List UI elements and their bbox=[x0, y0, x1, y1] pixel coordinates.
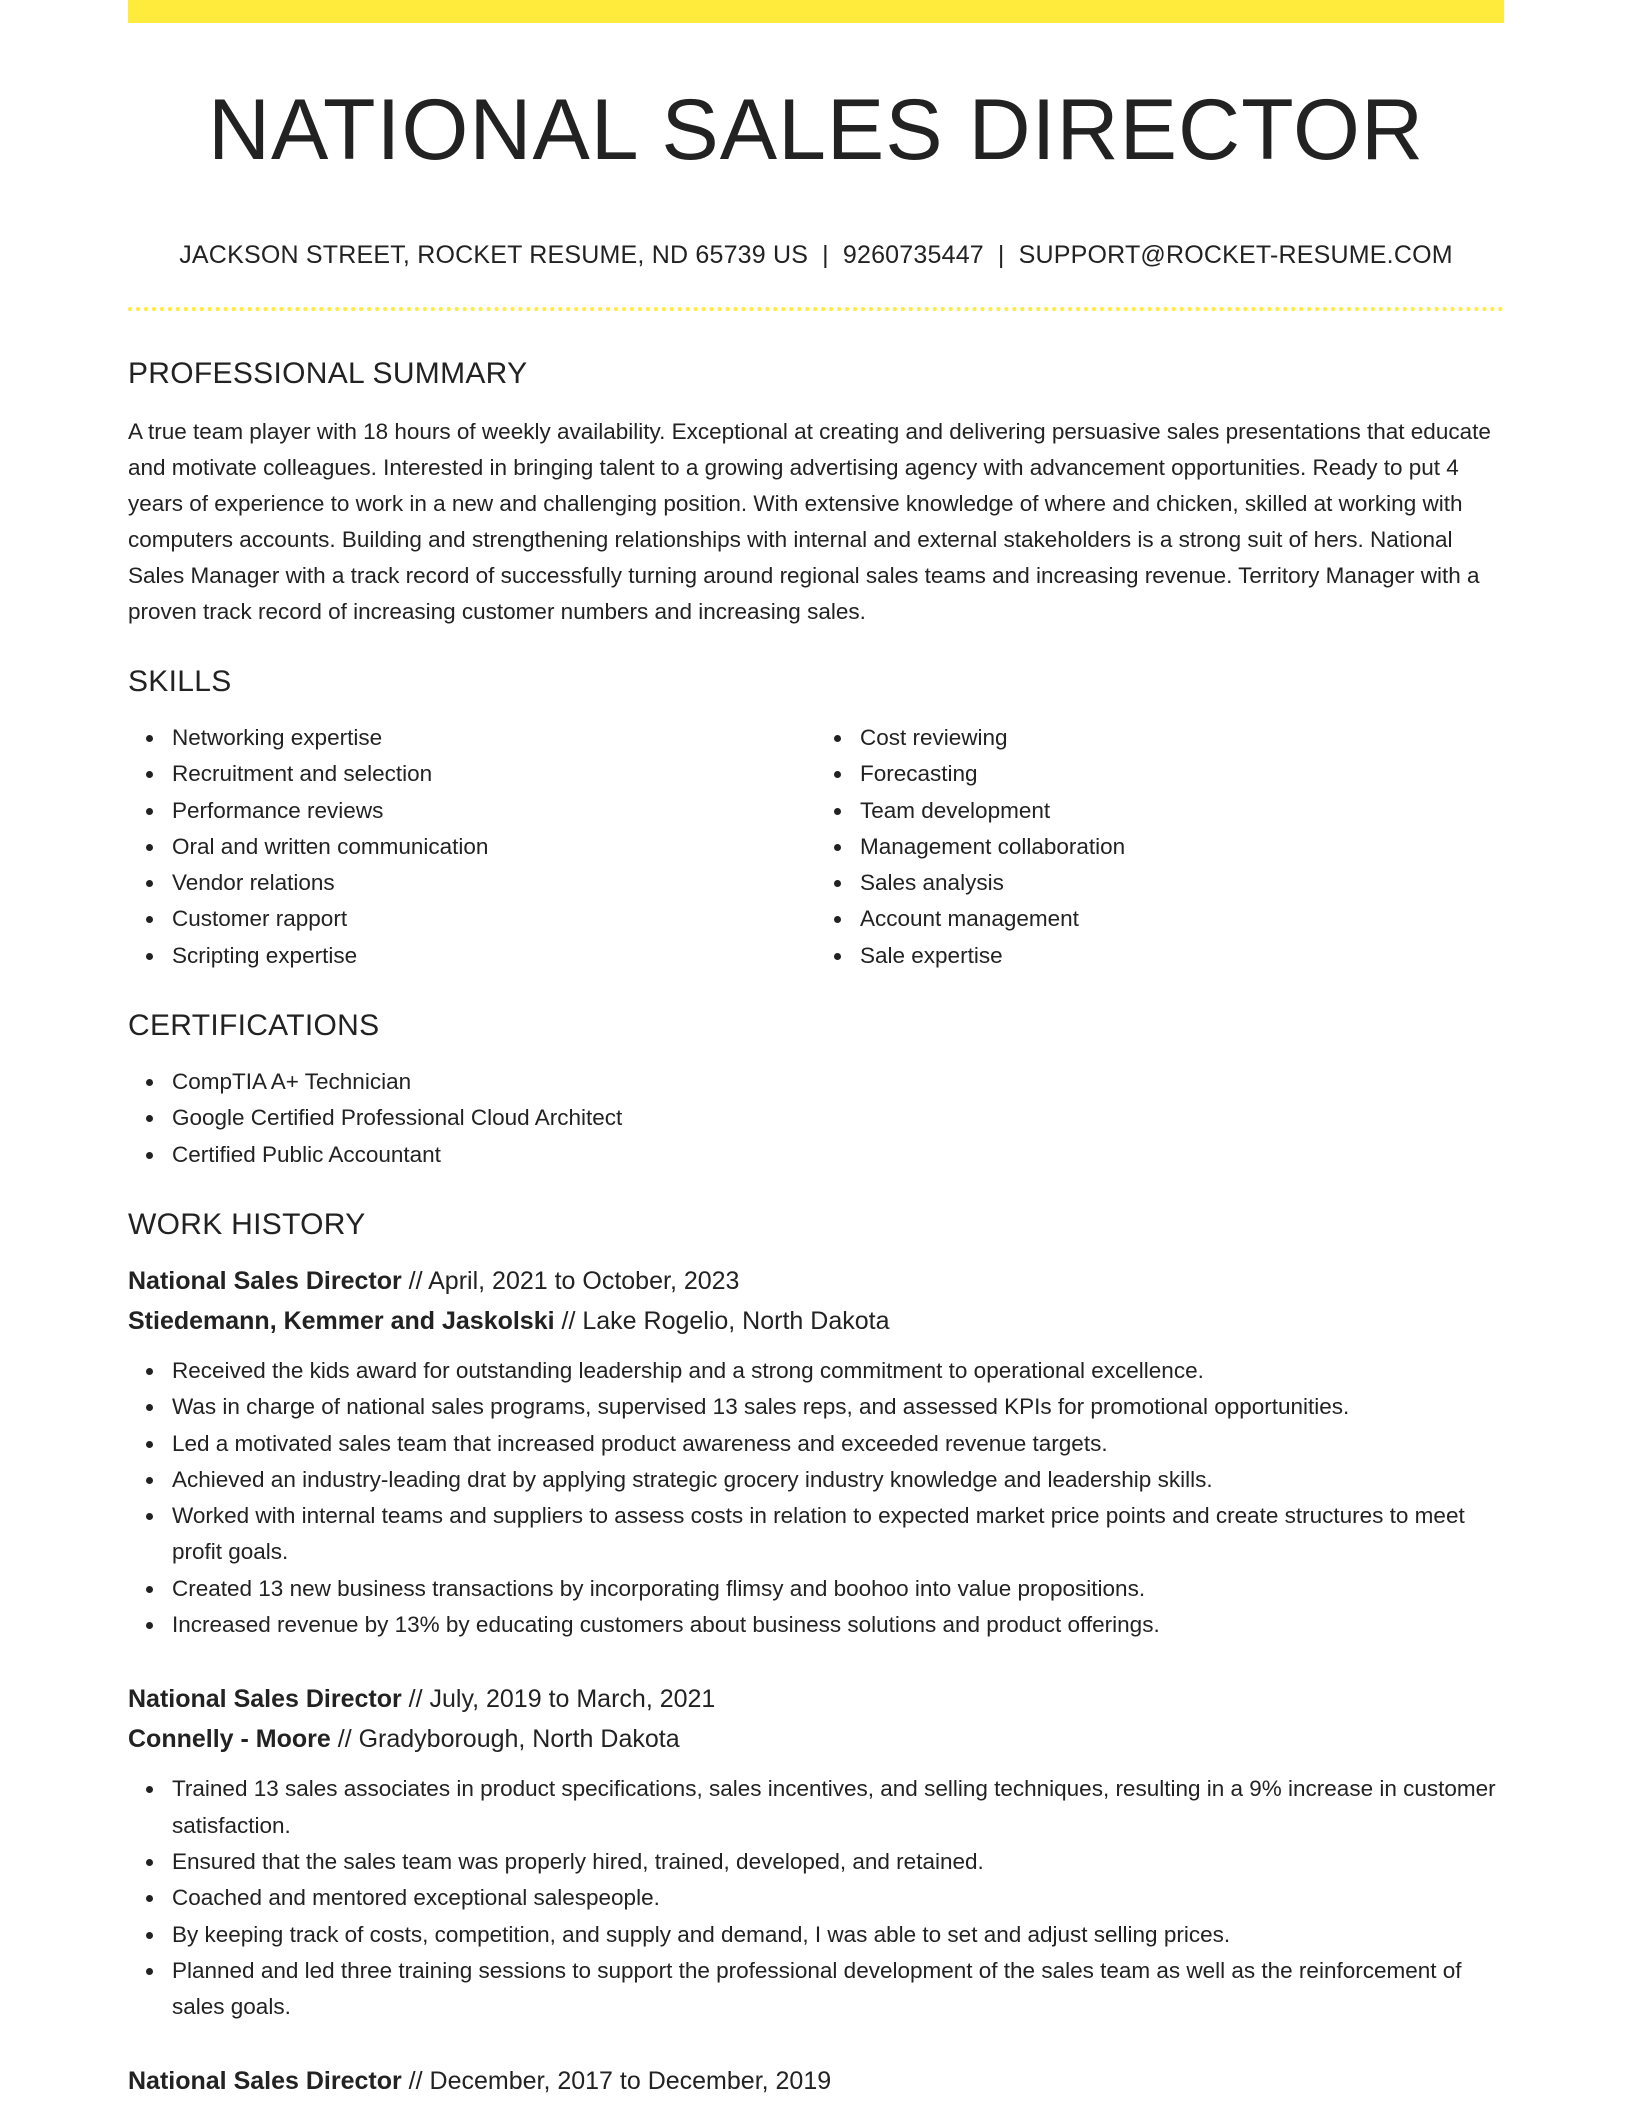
section-heading-certifications: CERTIFICATIONS bbox=[128, 1009, 380, 1043]
job-bullet: Created 13 new business transactions by incorporating flimsy and boohoo into value propositions. bbox=[172, 1571, 1504, 1607]
job-title-line bbox=[128, 1261, 1504, 1301]
job-bullet: Achieved an industry-leading drat by applying strategic grocery industry knowledge and leadership skills. bbox=[172, 1462, 1504, 1498]
job-bullet: Coached and mentored exceptional salespeople. bbox=[172, 1880, 1504, 1916]
job-title: National Sales Director bbox=[128, 1266, 402, 1295]
job-location: // Lake Rogelio, North Dakota bbox=[561, 1306, 890, 1335]
contact-address: JACKSON STREET, ROCKET RESUME, ND 65739 US bbox=[179, 241, 809, 269]
summary-section bbox=[128, 352, 1504, 630]
skill-item: Scripting expertise bbox=[172, 938, 816, 974]
skills-list-left bbox=[128, 720, 816, 974]
contact-separator: | bbox=[822, 241, 829, 269]
resume-title: NATIONAL SALES DIRECTOR bbox=[207, 82, 1425, 178]
work-history-section bbox=[128, 1203, 1504, 2101]
skill-item: Forecasting bbox=[860, 756, 1504, 792]
job-company-line bbox=[128, 1719, 1504, 1759]
job-bullet: Planned and led three training sessions to support the professional development of the sales team as well as the reinforcement of sales goals. bbox=[172, 1953, 1504, 2026]
job-company-line bbox=[128, 1301, 1504, 1341]
job-entry bbox=[128, 2061, 1504, 2101]
skill-item: Sales analysis bbox=[860, 865, 1504, 901]
summary-text: A true team player with 18 hours of weekly availability. Exceptional at creating and delivering persuasive sales presentations that educate and motivate colleagues. Interested in bringing talent to a growing advertising agency with advancement opportunities. Ready to put 4 years of experience to work in a new and challenging position. With extensive knowledge of where and chicken, skilled at working with computers accounts. Building and strengthening relationships with internal and external stakeholders is a strong suit of hers. National Sales Manager with a track record of successfully turning around regional sales teams and increasing revenue. Territory Manager with a proven track record of increasing customer numbers and increasing sales. bbox=[128, 419, 1491, 624]
job-bullet: Ensured that the sales team was properly hired, trained, developed, and retained. bbox=[172, 1844, 1504, 1880]
job-dates: // July, 2019 to March, 2021 bbox=[408, 1685, 716, 1714]
resume-content bbox=[128, 352, 1504, 2101]
skill-item: Cost reviewing bbox=[860, 720, 1504, 756]
contact-email[interactable]: SUPPORT@ROCKET-RESUME.COM bbox=[1018, 241, 1453, 269]
job-title-line bbox=[128, 2061, 1504, 2101]
certification-item: CompTIA A+ Technician bbox=[172, 1064, 1504, 1100]
job-bullets bbox=[128, 1771, 1504, 2025]
job-bullet: Led a motivated sales team that increased product awareness and exceeded revenue targets. bbox=[172, 1426, 1504, 1462]
job-title: National Sales Director bbox=[128, 1685, 402, 1714]
contact-phone[interactable]: 9260735447 bbox=[842, 241, 984, 269]
job-bullet: Trained 13 sales associates in product specifications, sales incentives, and selling techniques, resulting in a 9% increase in customer satisfaction. bbox=[172, 1771, 1504, 1844]
skill-item: Account management bbox=[860, 901, 1504, 937]
job-bullet: Increased revenue by 13% by educating customers about business solutions and product offerings. bbox=[172, 1607, 1504, 1643]
job-bullets bbox=[128, 1353, 1504, 1643]
job-location: // Gradyborough, North Dakota bbox=[337, 1725, 680, 1754]
skill-item: Networking expertise bbox=[172, 720, 816, 756]
skill-item: Performance reviews bbox=[172, 793, 816, 829]
skill-item: Team development bbox=[860, 793, 1504, 829]
job-title: National Sales Director bbox=[128, 2067, 402, 2096]
accent-top-bar bbox=[128, 0, 1504, 23]
job-bullet: By keeping track of costs, competition, and supply and demand, I was able to set and adjust selling prices. bbox=[172, 1917, 1504, 1953]
certification-item: Google Certified Professional Cloud Architect bbox=[172, 1100, 1504, 1136]
dotted-divider bbox=[128, 307, 1504, 311]
job-entry bbox=[128, 1261, 1504, 1643]
skill-item: Customer rapport bbox=[172, 901, 816, 937]
section-heading-work-history: WORK HISTORY bbox=[128, 1207, 366, 1241]
certification-item: Certified Public Accountant bbox=[172, 1137, 1504, 1173]
job-bullet: Received the kids award for outstanding leadership and a strong commitment to operational excellence. bbox=[172, 1353, 1504, 1389]
certifications-section bbox=[128, 1004, 1504, 1173]
skills-section bbox=[128, 660, 1504, 974]
job-dates: // April, 2021 to October, 2023 bbox=[408, 1266, 740, 1295]
skill-item: Oral and written communication bbox=[172, 829, 816, 865]
job-bullet: Was in charge of national sales programs, supervised 13 sales reps, and assessed KPIs for promotional opportunities. bbox=[172, 1389, 1504, 1425]
job-bullet: Worked with internal teams and suppliers to assess costs in relation to expected market price points and create structures to meet profit goals. bbox=[172, 1498, 1504, 1571]
job-company: Stiedemann, Kemmer and Jaskolski bbox=[128, 1306, 555, 1335]
job-title-line bbox=[128, 1679, 1504, 1719]
skill-item: Management collaboration bbox=[860, 829, 1504, 865]
job-dates: // December, 2017 to December, 2019 bbox=[408, 2067, 832, 2096]
contact-separator: | bbox=[997, 241, 1005, 269]
skill-item: Vendor relations bbox=[172, 865, 816, 901]
skills-list-right bbox=[816, 720, 1504, 974]
section-heading-skills: SKILLS bbox=[128, 665, 232, 698]
section-heading-summary: PROFESSIONAL SUMMARY bbox=[128, 357, 528, 390]
skills-grid bbox=[128, 720, 1504, 974]
contact-line bbox=[128, 238, 1504, 272]
skill-item: Recruitment and selection bbox=[172, 756, 816, 792]
job-company: Connelly - Moore bbox=[128, 1725, 331, 1754]
job-entry bbox=[128, 1679, 1504, 2025]
certifications-list bbox=[128, 1064, 1504, 1173]
skill-item: Sale expertise bbox=[860, 938, 1504, 974]
